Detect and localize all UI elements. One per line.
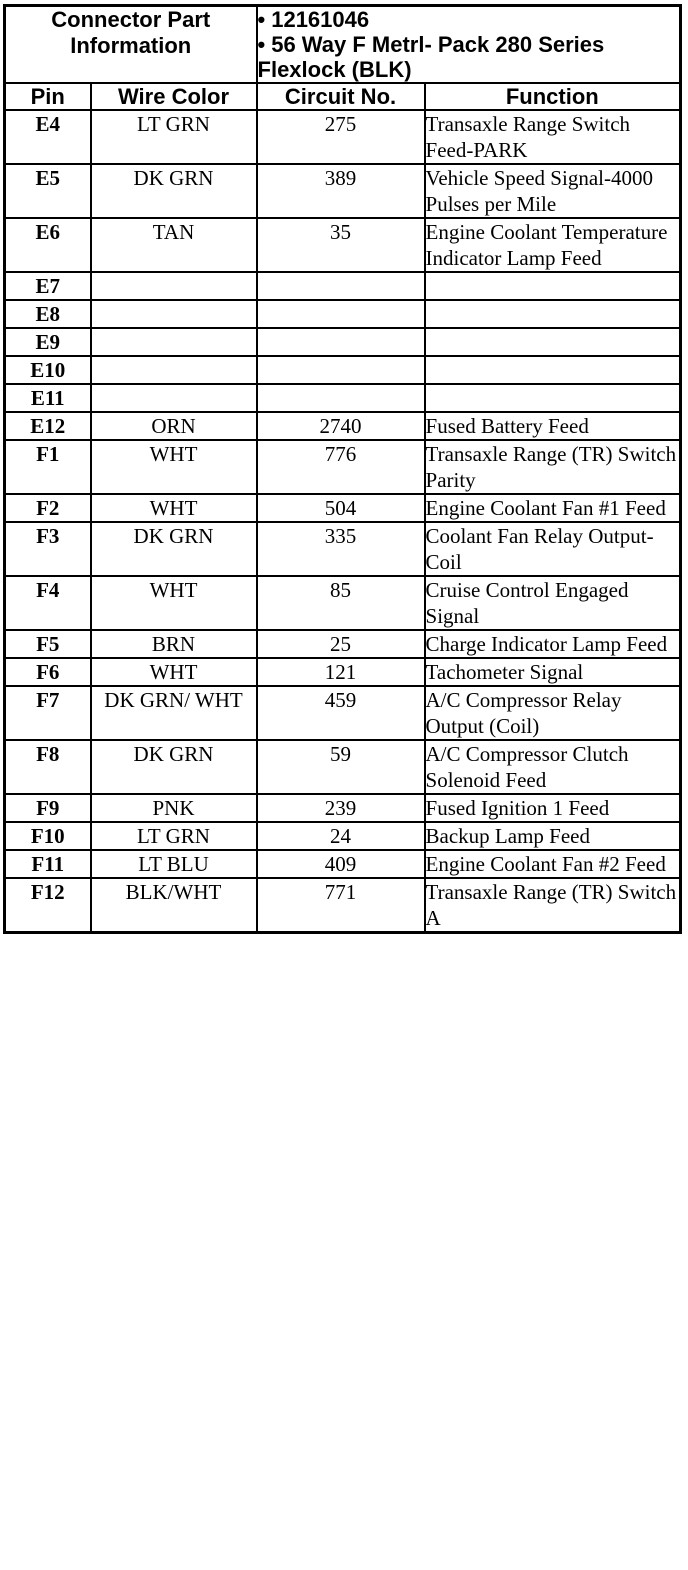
table-row (5, 522, 681, 576)
function-cell: A/C Compressor Relay Output (Coil) (425, 686, 681, 740)
part-number: 12161046 (271, 7, 370, 32)
pin-cell: F11 (5, 850, 91, 878)
pin-cell: F7 (5, 686, 91, 740)
function-cell: Coolant Fan Relay Output-Coil (425, 522, 681, 576)
connector-part-info (257, 6, 681, 84)
function-cell: Cruise Control Engaged Signal (425, 576, 681, 630)
table-row (5, 494, 681, 522)
wire-color-cell: WHT (91, 440, 257, 494)
pin-cell: F1 (5, 440, 91, 494)
column-header-wire-color: Wire Color (91, 83, 257, 110)
table-row (5, 740, 681, 794)
table-row (5, 822, 681, 850)
function-cell (425, 328, 681, 356)
connector-description: 56 Way F Metrl- Pack 280 Series Flexlock (BLK) (257, 32, 605, 82)
bullet-icon: • (257, 7, 266, 32)
function-cell: Engine Coolant Temperature Indicator Lamp Feed (425, 218, 681, 272)
wire-color-cell: WHT (91, 494, 257, 522)
wire-color-cell: BRN (91, 630, 257, 658)
pin-cell: F2 (5, 494, 91, 522)
table-row (5, 440, 681, 494)
wire-color-cell (91, 384, 257, 412)
pin-cell: F6 (5, 658, 91, 686)
circuit-number-cell (257, 300, 425, 328)
circuit-number-cell (257, 384, 425, 412)
pin-cell: E8 (5, 300, 91, 328)
pin-cell: E4 (5, 110, 91, 164)
circuit-number-cell: 504 (257, 494, 425, 522)
circuit-number-cell: 121 (257, 658, 425, 686)
pin-cell: F8 (5, 740, 91, 794)
table-row (5, 218, 681, 272)
circuit-number-cell: 409 (257, 850, 425, 878)
column-header-function: Function (425, 83, 681, 110)
circuit-number-cell: 335 (257, 522, 425, 576)
wire-color-cell (91, 272, 257, 300)
column-header-pin: Pin (5, 83, 91, 110)
wire-color-cell: LT BLU (91, 850, 257, 878)
column-header-row (5, 83, 681, 110)
circuit-number-cell: 275 (257, 110, 425, 164)
circuit-number-cell: 2740 (257, 412, 425, 440)
pin-cell: F4 (5, 576, 91, 630)
table-row (5, 686, 681, 740)
table-row (5, 850, 681, 878)
wire-color-cell (91, 328, 257, 356)
function-cell: Transaxle Range (TR) Switch A (425, 878, 681, 933)
circuit-number-cell: 25 (257, 630, 425, 658)
function-cell: A/C Compressor Clutch Solenoid Feed (425, 740, 681, 794)
function-cell: Vehicle Speed Signal-4000 Pulses per Mile (425, 164, 681, 218)
table-row (5, 164, 681, 218)
function-cell (425, 356, 681, 384)
table-row (5, 328, 681, 356)
pin-cell: F5 (5, 630, 91, 658)
pin-cell: E10 (5, 356, 91, 384)
function-cell: Fused Battery Feed (425, 412, 681, 440)
pin-cell: F3 (5, 522, 91, 576)
circuit-number-cell (257, 272, 425, 300)
wire-color-cell: DK GRN (91, 522, 257, 576)
function-cell (425, 272, 681, 300)
table-row (5, 300, 681, 328)
circuit-number-cell: 239 (257, 794, 425, 822)
function-cell: Tachometer Signal (425, 658, 681, 686)
table-row (5, 794, 681, 822)
table-row (5, 658, 681, 686)
wire-color-cell: PNK (91, 794, 257, 822)
function-cell (425, 384, 681, 412)
circuit-number-cell: 59 (257, 740, 425, 794)
function-cell: Charge Indicator Lamp Feed (425, 630, 681, 658)
table-row (5, 272, 681, 300)
wire-color-cell (91, 356, 257, 384)
connector-table (3, 4, 682, 934)
wire-color-cell: ORN (91, 412, 257, 440)
pin-cell: F10 (5, 822, 91, 850)
circuit-number-cell: 459 (257, 686, 425, 740)
circuit-number-cell: 85 (257, 576, 425, 630)
function-cell: Engine Coolant Fan #2 Feed (425, 850, 681, 878)
circuit-number-cell: 776 (257, 440, 425, 494)
part-number-item (258, 7, 680, 32)
function-cell: Backup Lamp Feed (425, 822, 681, 850)
wire-color-cell: BLK/WHT (91, 878, 257, 933)
connector-header-row (5, 6, 681, 84)
pin-cell: E12 (5, 412, 91, 440)
table-row (5, 878, 681, 933)
wire-color-cell: LT GRN (91, 110, 257, 164)
connector-part-label: Connector Part Information (5, 6, 257, 84)
table-row (5, 110, 681, 164)
pin-cell: F12 (5, 878, 91, 933)
bullet-icon: • (257, 32, 266, 57)
circuit-number-cell: 35 (257, 218, 425, 272)
wire-color-cell: DK GRN (91, 740, 257, 794)
wire-color-cell: DK GRN (91, 164, 257, 218)
table-row (5, 384, 681, 412)
wire-color-cell: DK GRN/ WHT (91, 686, 257, 740)
pin-cell: E5 (5, 164, 91, 218)
pin-cell: E7 (5, 272, 91, 300)
circuit-number-cell (257, 356, 425, 384)
pin-cell: F9 (5, 794, 91, 822)
circuit-number-cell: 771 (257, 878, 425, 933)
function-cell (425, 300, 681, 328)
wire-color-cell: TAN (91, 218, 257, 272)
table-row (5, 412, 681, 440)
table-row (5, 630, 681, 658)
wire-color-cell: WHT (91, 576, 257, 630)
wire-color-cell: LT GRN (91, 822, 257, 850)
function-cell: Transaxle Range (TR) Switch Parity (425, 440, 681, 494)
pin-cell: E11 (5, 384, 91, 412)
pin-cell: E6 (5, 218, 91, 272)
wire-color-cell (91, 300, 257, 328)
wire-color-cell: WHT (91, 658, 257, 686)
connector-description-item (258, 32, 680, 82)
circuit-number-cell (257, 328, 425, 356)
function-cell: Engine Coolant Fan #1 Feed (425, 494, 681, 522)
circuit-number-cell: 389 (257, 164, 425, 218)
function-cell: Transaxle Range Switch Feed-PARK (425, 110, 681, 164)
function-cell: Fused Ignition 1 Feed (425, 794, 681, 822)
column-header-circuit-no: Circuit No. (257, 83, 425, 110)
pin-cell: E9 (5, 328, 91, 356)
table-row (5, 356, 681, 384)
circuit-number-cell: 24 (257, 822, 425, 850)
table-row (5, 576, 681, 630)
